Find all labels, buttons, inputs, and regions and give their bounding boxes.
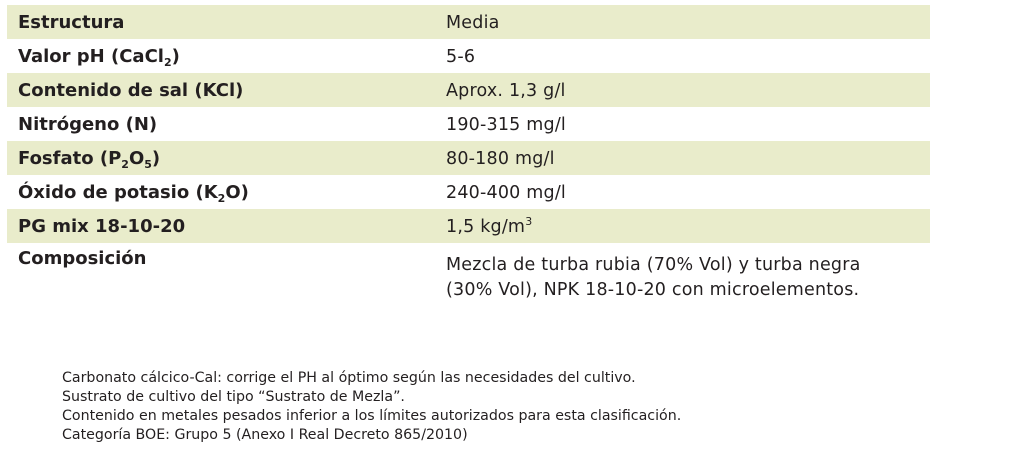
label-text: O [128,148,145,169]
label-subscript: 2 [217,192,226,205]
footnotes [62,369,681,445]
footnote-line: Contenido en metales pesados inferior a los límites autorizados para esta clasificación. [62,408,682,424]
label-subscript: 2 [121,158,129,171]
value-line: Mezcla de turba rubia (70% Vol) y turba negra [446,255,861,275]
footnote-line: Categoría BOE: Grupo 5 (Anexo I Real Decreto 865/2010) [62,427,468,443]
row-label: Composición [18,248,147,269]
footnote-line: Carbonato cálcico-Cal: corrige el PH al óptimo según las necesidades del cultivo. [62,370,636,386]
label-text: Fosfato (P [18,148,122,169]
table-row-composicion [7,243,930,303]
label-subscript: 2 [163,56,172,69]
row-value: Aprox. 1,3 g/l [446,81,566,101]
row-label [7,148,446,170]
label-text: Óxido de potasio (K [18,182,218,203]
label-text: Valor pH (CaCl [18,46,164,67]
row-label: Contenido de sal (KCl) [18,80,244,101]
label-text-end: O) [225,182,249,203]
label-subscript: 5 [144,158,152,171]
label-text-end: ) [151,148,161,169]
table-row-contenido-sal [7,73,930,107]
row-value: 240-400 mg/l [446,183,566,203]
footnote-line: Sustrato de cultivo del tipo “Sustrato de Mezla”. [62,389,405,405]
value-superscript: 3 [525,215,533,228]
row-label: Nitrógeno (N) [18,114,158,135]
table-row-valor-ph [7,39,930,73]
table-row-nitrogeno [7,107,930,141]
row-value [446,248,930,303]
row-value: 80-180 mg/l [446,149,555,169]
row-label [7,46,446,68]
table-row-fosfato [7,141,930,175]
row-label: PG mix 18-10-20 [18,216,186,237]
table-row-oxido-potasio [7,175,930,209]
label-text-end: ) [171,46,180,67]
value-text: 1,5 kg/m [446,217,526,237]
value-line: (30% Vol), NPK 18-10-20 con microelementos. [446,280,860,300]
table-row-estructura [7,5,930,39]
row-label [7,182,446,204]
row-label: Estructura [18,12,125,33]
row-value: Media [446,13,500,33]
table-row-pg-mix [7,209,930,243]
row-value: 5-6 [446,47,476,67]
row-value [446,216,930,238]
row-value: 190-315 mg/l [446,115,566,135]
specifications-table [7,5,930,303]
